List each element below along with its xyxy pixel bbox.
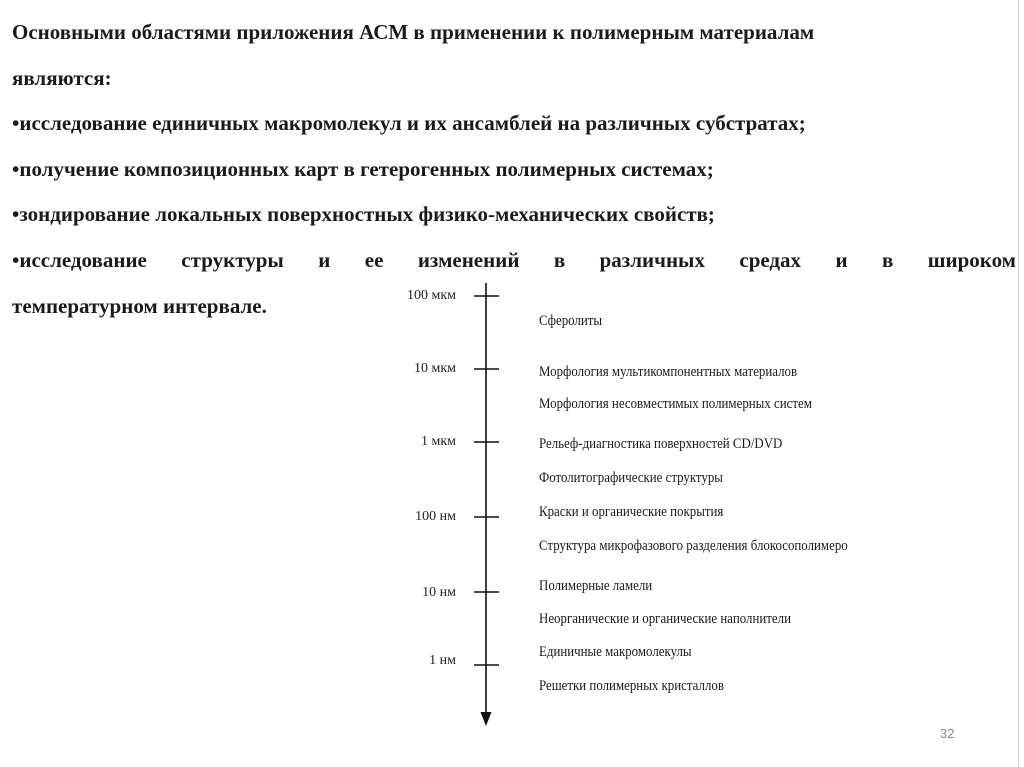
scale-arrow-head xyxy=(481,712,492,726)
area-photolithography: Фотолитографические структуры xyxy=(539,470,723,486)
area-spherulites: Сферолиты xyxy=(539,313,603,329)
tick-label-10nm: 10 нм xyxy=(422,585,456,600)
area-paints-coatings: Краски и органические покрытия xyxy=(539,504,724,520)
bullet-structure-study: •исследование структуры и ее изменений в различных средах и в широком xyxy=(12,247,1016,272)
area-fillers: Неорганические и органические наполнители xyxy=(539,611,791,627)
tick-label-100um: 100 мкм xyxy=(406,288,456,303)
heading-line-1: Основными областями приложения АСМ в применении к полимерным материалам xyxy=(12,20,815,44)
area-multicomponent-morphology: Морфология мультикомпонентных материалов xyxy=(539,364,798,380)
area-incompatible-systems-morphology: Морфология несовместимых полимерных систем xyxy=(539,396,812,412)
tick-label-10um: 10 мкм xyxy=(413,361,456,376)
heading-line-2: являются: xyxy=(12,65,112,90)
tick-label-1nm: 1 нм xyxy=(429,653,456,668)
area-polymer-lamellae: Полимерные ламели xyxy=(539,578,653,594)
bullet-composition-maps: •получение композиционных карт в гетерогенных полимерных системах; xyxy=(12,156,714,181)
page-number: 32 xyxy=(940,726,955,741)
slide-right-border xyxy=(1018,0,1019,767)
area-block-copolymer-microphase: Структура микрофазового разделения блокосополимеро xyxy=(539,538,848,554)
tick-label-100nm: 100 нм xyxy=(415,509,456,524)
area-cd-dvd-relief: Рельеф-диагностика поверхностей CD/DVD xyxy=(539,436,783,452)
bullet-structure-study-continued: температурном интервале. xyxy=(12,293,267,318)
area-single-macromolecules: Единичные макромолекулы xyxy=(539,644,692,660)
tick-label-1um: 1 мкм xyxy=(420,434,456,449)
bullet-single-molecules: •исследование единичных макромолекул и их ансамблей на различных субстратах; xyxy=(12,111,806,136)
bullet-local-probing: •зондирование локальных поверхностных физико-механических свойств; xyxy=(12,202,715,227)
slide-text xyxy=(12,10,1016,329)
area-polymer-crystal-lattices: Решетки полимерных кристаллов xyxy=(539,678,724,694)
